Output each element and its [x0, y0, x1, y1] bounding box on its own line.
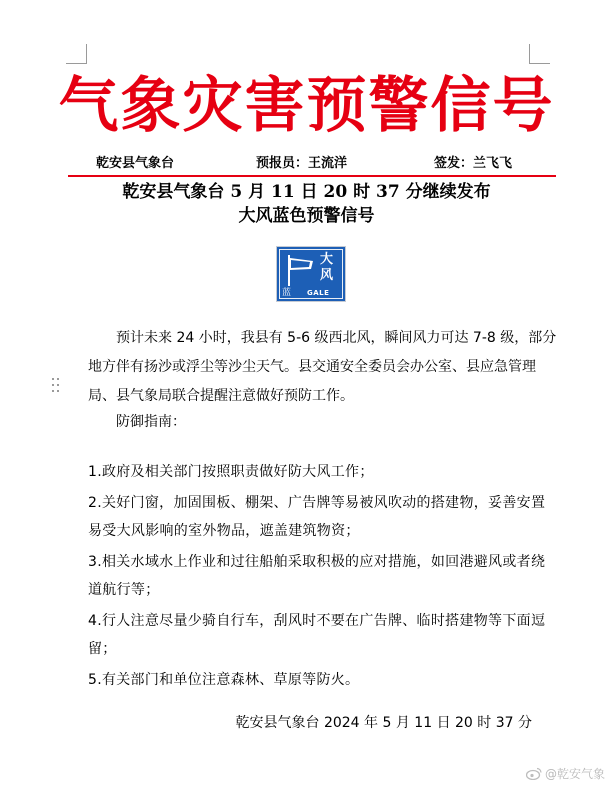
list-item: 5.有关部门和单位注意森林、草原等防火。 — [88, 672, 360, 688]
windsock-icon — [282, 252, 316, 288]
signal-english-label: GALE — [307, 289, 330, 297]
crop-mark-top-left-h — [66, 63, 86, 64]
page-title: 气象灾害预警信号 — [58, 71, 555, 141]
list-item: 3.相关水域水上作业和过往船舶采取积极的应对措施，如回港避风或者绕道航行等； — [88, 554, 546, 598]
gale-blue-signal-icon — [276, 246, 346, 302]
measures-list — [88, 458, 558, 697]
headline-line-2: 大风蓝色预警信号 — [238, 206, 375, 226]
signer: 签发：兰飞飞 — [434, 156, 513, 171]
crop-mark-top-left-v — [86, 44, 87, 64]
footer-signature: 乾安县气象台 2024 年 5 月 11 日 20 时 37 分 — [235, 715, 532, 731]
headline-line-1: 乾安县气象台 5 月 11 日 20 时 37 分继续发布 — [122, 182, 491, 202]
defense-guide-label: 防御指南： — [116, 414, 186, 430]
forecast-paragraph: 预计未来 24 小时，我县有 5-6 级西北风，瞬间风力可达 7-8 级，部分地方伴有扬沙或浮尘等沙尘天气。县交通安全委员会办公室、县应急管理局、县气象局联合提醒注意做好预防工作。 — [88, 330, 557, 404]
weibo-icon — [526, 767, 542, 780]
list-item: 1.政府及相关部门按照职责做好防大风工作； — [88, 464, 374, 480]
header-divider — [68, 175, 556, 177]
signal-level-char: 蓝 — [282, 288, 292, 298]
drag-handle-icon[interactable] — [52, 378, 60, 394]
signal-char-feng: 风 — [320, 268, 334, 283]
forecaster: 预报员：王流洋 — [256, 156, 348, 171]
signal-char-da: 大 — [320, 252, 334, 267]
list-item: 4.行人注意尽量少骑自行车，刮风时不要在广告牌、临时搭建物等下面逗留； — [88, 613, 546, 657]
watermark-text: @乾安气象 — [544, 767, 605, 781]
issuer: 乾安县气象台 — [96, 156, 175, 171]
crop-mark-top-right-v — [529, 44, 530, 64]
crop-mark-top-right-h — [530, 63, 550, 64]
watermark — [526, 765, 605, 782]
list-item: 2.关好门窗，加固围板、棚架、广告牌等易被风吹动的搭建物，妥善安置易受大风影响的室外物品，遮盖建筑物资； — [88, 495, 546, 539]
